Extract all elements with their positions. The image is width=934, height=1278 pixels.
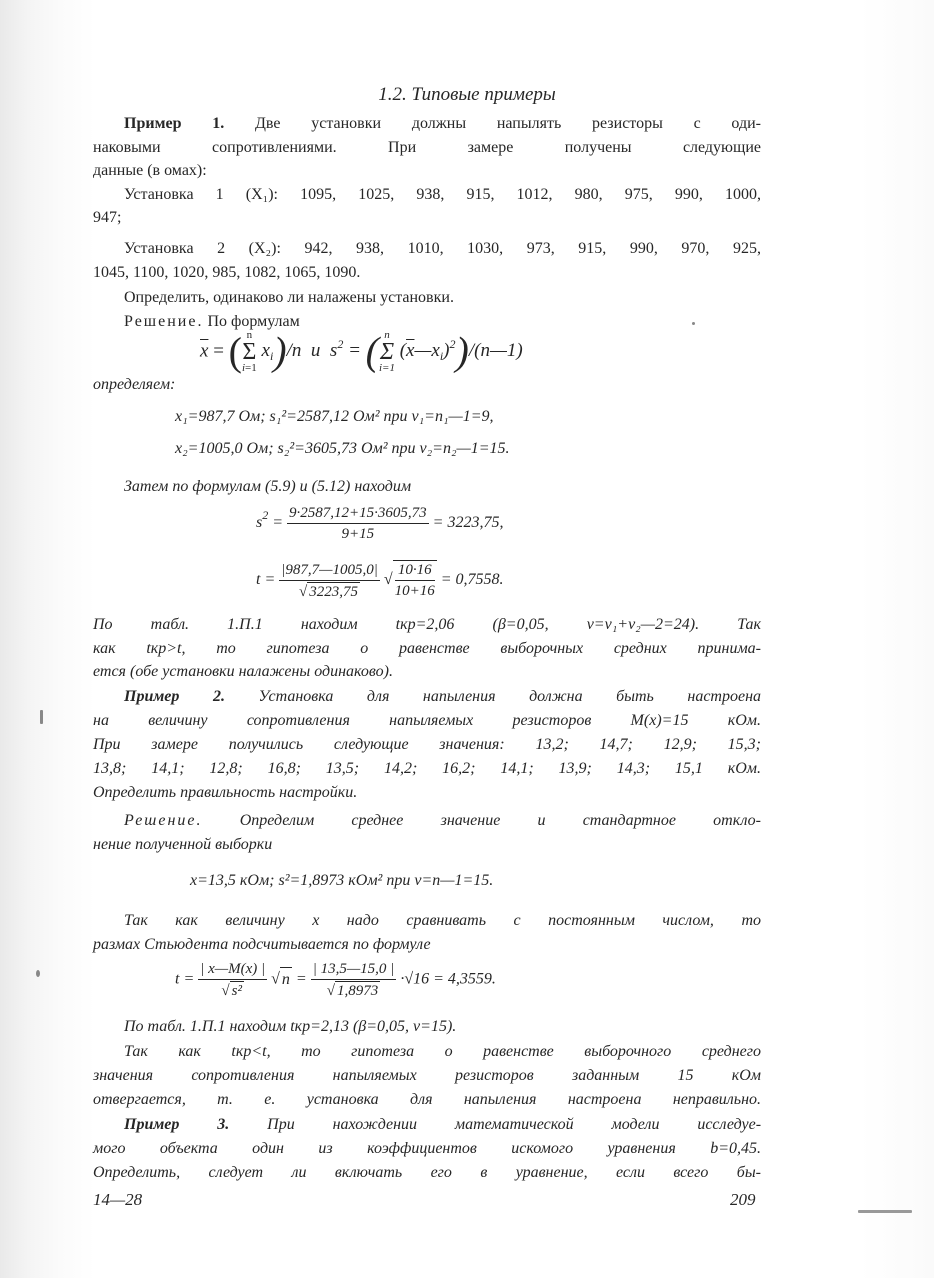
- example-3-line-1: Пример 3. При нахождении математической модели исследуе-: [124, 1116, 762, 1133]
- formula-t1-result: = 0,7558.: [440, 571, 504, 589]
- formula-mean-variance: $\overline{x}$ = ( n Σ i=1 $x_i)/n$ и $s^2$ = ( n Σ i=1 $(\overline{x}—x_i)^2)/(n—1)$: [200, 329, 523, 374]
- formula-t1-denominator: 3223,75: [309, 583, 359, 600]
- formula-t-statistic-2: t = $\frac{| x—M(x) |}{\text{√ s²}}$ √ n = $\frac{| 13,5—15,0 |}{√ 1,8973}$ ·√16 = 4,3559.: [175, 961, 496, 999]
- example-2-line-3: При замере получились следующие значения: 13,2; 14,7; 12,9; 15,3;: [93, 736, 761, 753]
- example-1-line-2: наковыми сопротивлениями. При замере получены следующие: [93, 139, 761, 156]
- scan-mark: [36, 970, 40, 977]
- formula-x2: x₂=1005,0 Ом; s₂²=3605,73 Ом² при ν₂=n₂—1=15.: [175, 440, 510, 457]
- formula-t2-numerator-1: | x—M(x) |: [198, 960, 267, 980]
- example-1-data-2-end: 1045, 1100, 1020, 985, 1082, 1065, 1090.: [93, 264, 361, 281]
- example-1-determine: определяем:: [93, 376, 176, 393]
- formula-t2-numerator-2: | 13,5—15,0 |: [311, 960, 397, 980]
- example-1-line-1: Пример 1. Две установки должны напылять резисторы с оди-: [124, 115, 762, 132]
- example-1-data-1: Установка 1 (X₁): 1095, 1025, 938, 915, 1012, 980, 975, 990, 1000,: [124, 186, 761, 203]
- scan-line: [858, 1210, 912, 1213]
- example-2-sample: нение полученной выборки: [93, 836, 273, 853]
- example-3-line-3: Определить, следует ли включать его в уравнение, если всего бы-: [93, 1164, 761, 1181]
- formula-p2-mean: x=13,5 кОм; s²=1,8973 кОм² при ν=n—1=15.: [190, 872, 494, 889]
- printer-signature: 14—28: [93, 1190, 143, 1209]
- formula-s2-pooled: $s^2$ = $\frac{9\cdot 2587,12+15\cdot 3605,73}{9+15}$ = 3223,75,: [256, 505, 504, 542]
- example-2-solution: Решение. Определим среднее значение и стандартное откло-: [124, 812, 762, 829]
- example-2-compare: Так как величину x надо сравнивать с постоянным числом, то: [124, 912, 761, 929]
- example-1-task: Определить, одинаково ли налажены установки.: [124, 289, 454, 306]
- formula-t2-result: ·√16 = 4,3559.: [400, 970, 496, 988]
- example-2-line-2: на величину сопротивления напыляемых резисторов M(x)=15 кОм.: [93, 712, 761, 729]
- example-2-conclusion-2: значения сопротивления напыляемых резисторов заданным 15 кОм: [93, 1067, 761, 1084]
- example-1-conclusion-1: По табл. 1.П.1 находим tкр=2,06 (β=0,05, ν=ν₁+ν₂—2=24). Так: [93, 616, 761, 633]
- scan-speck: [692, 322, 695, 325]
- formula-t-statistic-1: t = $\frac{|987,7—1005,0|}{√ 3223,75}$ √ $\frac{10\cdot 16}{10+16}$ = 0,7558.: [256, 561, 504, 600]
- example-2-conclusion-3: отвергается, т. е. установка для напыления настроена неправильно.: [93, 1091, 761, 1108]
- formula-t2-denominator-1: s²: [231, 983, 242, 999]
- example-1-then: Затем по формулам (5.9) и (5.12) находим: [124, 478, 412, 495]
- formula-s2-result: = 3223,75,: [432, 514, 504, 532]
- formula-t2-denominator-2: 1,8973: [337, 983, 379, 999]
- formula-t1-numerator: |987,7—1005,0|: [279, 561, 380, 581]
- example-1-line-3: данные (в омах):: [93, 162, 207, 179]
- example-2-conclusion-1: Так как tкр<t, то гипотеза о равенстве выборочного среднего: [124, 1043, 761, 1060]
- example-1-solution: Решение. По формулам: [124, 313, 300, 330]
- scan-mark: [40, 710, 43, 724]
- example-1-conclusion-3: ется (обе установки налажены одинаково).: [93, 663, 393, 680]
- formula-t1-root-denominator: 10+16: [394, 583, 435, 599]
- example-3-line-2: мого объекта один из коэффициентов искомого уравнения b=0,45.: [93, 1140, 761, 1157]
- example-2-task: Определить правильность настройки.: [93, 784, 358, 801]
- example-1-data-1-end: 947;: [93, 209, 122, 226]
- example-2-table: По табл. 1.П.1 находим tкр=2,13 (β=0,05, ν=15).: [124, 1018, 457, 1035]
- formula-t1-root-numerator: 10·16: [395, 561, 435, 581]
- section-heading: 1.2. Типовые примеры: [378, 84, 556, 105]
- page-number: 209: [730, 1190, 756, 1209]
- formula-s2-numerator: 9·2587,12+15·3605,73: [287, 504, 429, 524]
- example-2-range: размах Стьюдента подсчитывается по формуле: [93, 936, 431, 953]
- formula-x1: x₁=987,7 Ом; s₁²=2587,12 Ом² при ν₁=n₁—1=9,: [175, 408, 494, 425]
- formula-s2-denominator: 9+15: [341, 526, 375, 542]
- example-2-line-4: 13,8; 14,1; 12,8; 16,8; 13,5; 14,2; 16,2; 14,1; 13,9; 14,3; 15,1 кОм.: [93, 760, 761, 777]
- example-2-line-1: Пример 2. Установка для напыления должна быть настроена: [124, 688, 762, 705]
- example-1-conclusion-2: как tкр>t, то гипотеза о равенстве выборочных средних принима-: [93, 640, 761, 657]
- example-1-data-2: Установка 2 (X₂): 942, 938, 1010, 1030, 973, 915, 990, 970, 925,: [124, 240, 761, 257]
